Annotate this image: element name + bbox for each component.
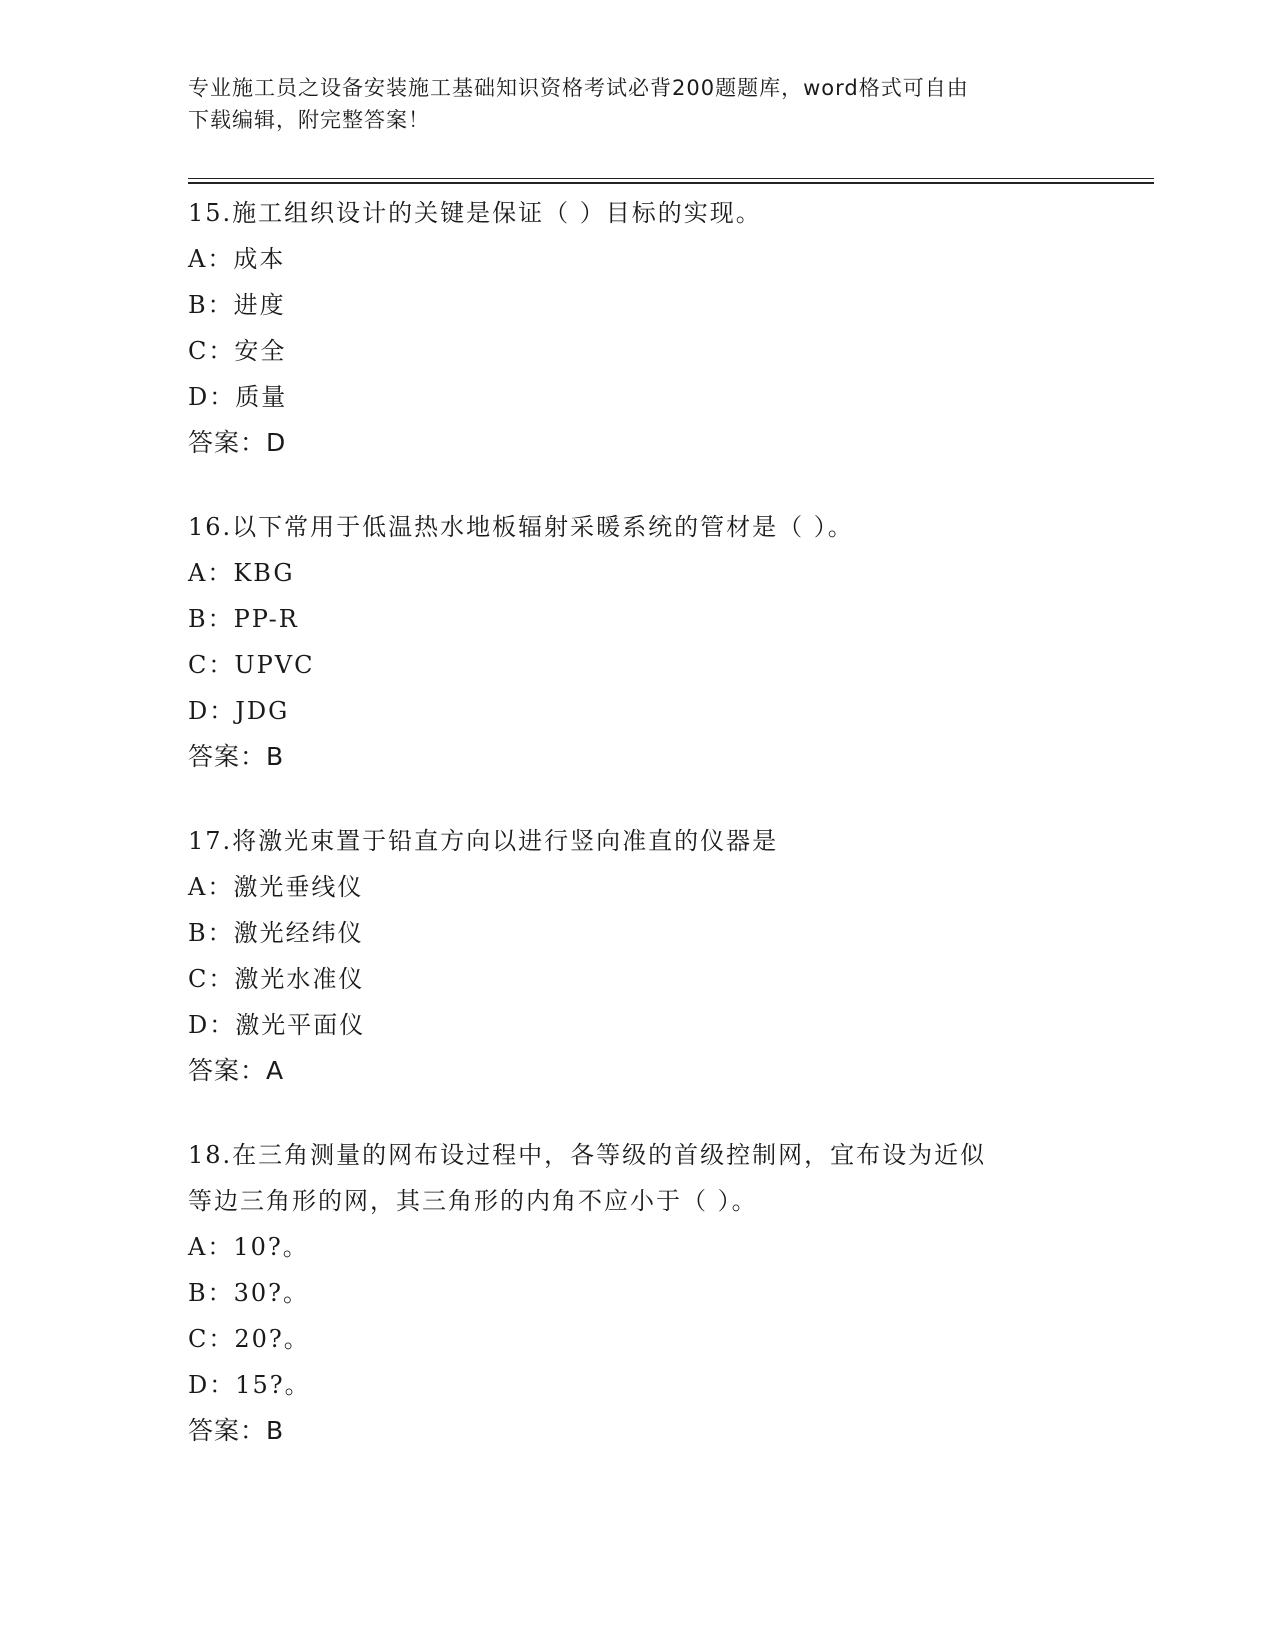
header-line-1: 专业施工员之设备安装施工基础知识资格考试必背200题题库，word格式可自由 <box>188 76 969 100</box>
document-header <box>188 72 1088 136</box>
question-list <box>188 190 1148 1492</box>
option-a: A：KBG <box>188 559 295 587</box>
option-c: C：激光水准仪 <box>188 965 365 993</box>
option-b: B：30?。 <box>188 1279 310 1307</box>
option-b: B：PP-R <box>188 605 299 633</box>
option-d: D：15?。 <box>188 1371 311 1399</box>
option-c: C：UPVC <box>188 651 315 679</box>
question-block <box>188 190 1148 466</box>
header-rule-thick <box>188 182 1154 184</box>
question-block <box>188 1132 1148 1454</box>
question-stem: 17.将激光束置于铅直方向以进行竖向准直的仪器是 <box>188 827 779 855</box>
option-a: A：10?。 <box>188 1233 309 1261</box>
option-d: D：JDG <box>188 697 290 725</box>
option-a: A：成本 <box>188 245 286 273</box>
answer-line: 答案：D <box>188 428 287 457</box>
question-block <box>188 818 1148 1094</box>
option-b: B：激光经纬仪 <box>188 919 364 947</box>
answer-line: 答案：A <box>188 1056 285 1085</box>
question-stem: 15.施工组织设计的关键是保证（ ）目标的实现。 <box>188 199 762 227</box>
answer-line: 答案：B <box>188 742 285 771</box>
header-line-2: 下载编辑，附完整答案！ <box>188 108 430 132</box>
option-a: A：激光垂线仪 <box>188 873 364 901</box>
question-stem-continued: 等边三角形的网，其三角形的内角不应小于（ ）。 <box>188 1187 758 1215</box>
answer-line: 答案：B <box>188 1416 285 1445</box>
option-c: C：20?。 <box>188 1325 310 1353</box>
option-b: B：进度 <box>188 291 286 319</box>
option-d: D：质量 <box>188 383 288 411</box>
option-c: C：安全 <box>188 337 287 365</box>
header-rule-thin <box>188 178 1154 179</box>
question-stem: 16.以下常用于低温热水地板辐射采暖系统的管材是（ ）。 <box>188 513 854 541</box>
question-stem: 18.在三角测量的网布设过程中，各等级的首级控制网，宜布设为近似 <box>188 1141 987 1169</box>
option-d: D：激光平面仪 <box>188 1011 366 1039</box>
question-block <box>188 504 1148 780</box>
